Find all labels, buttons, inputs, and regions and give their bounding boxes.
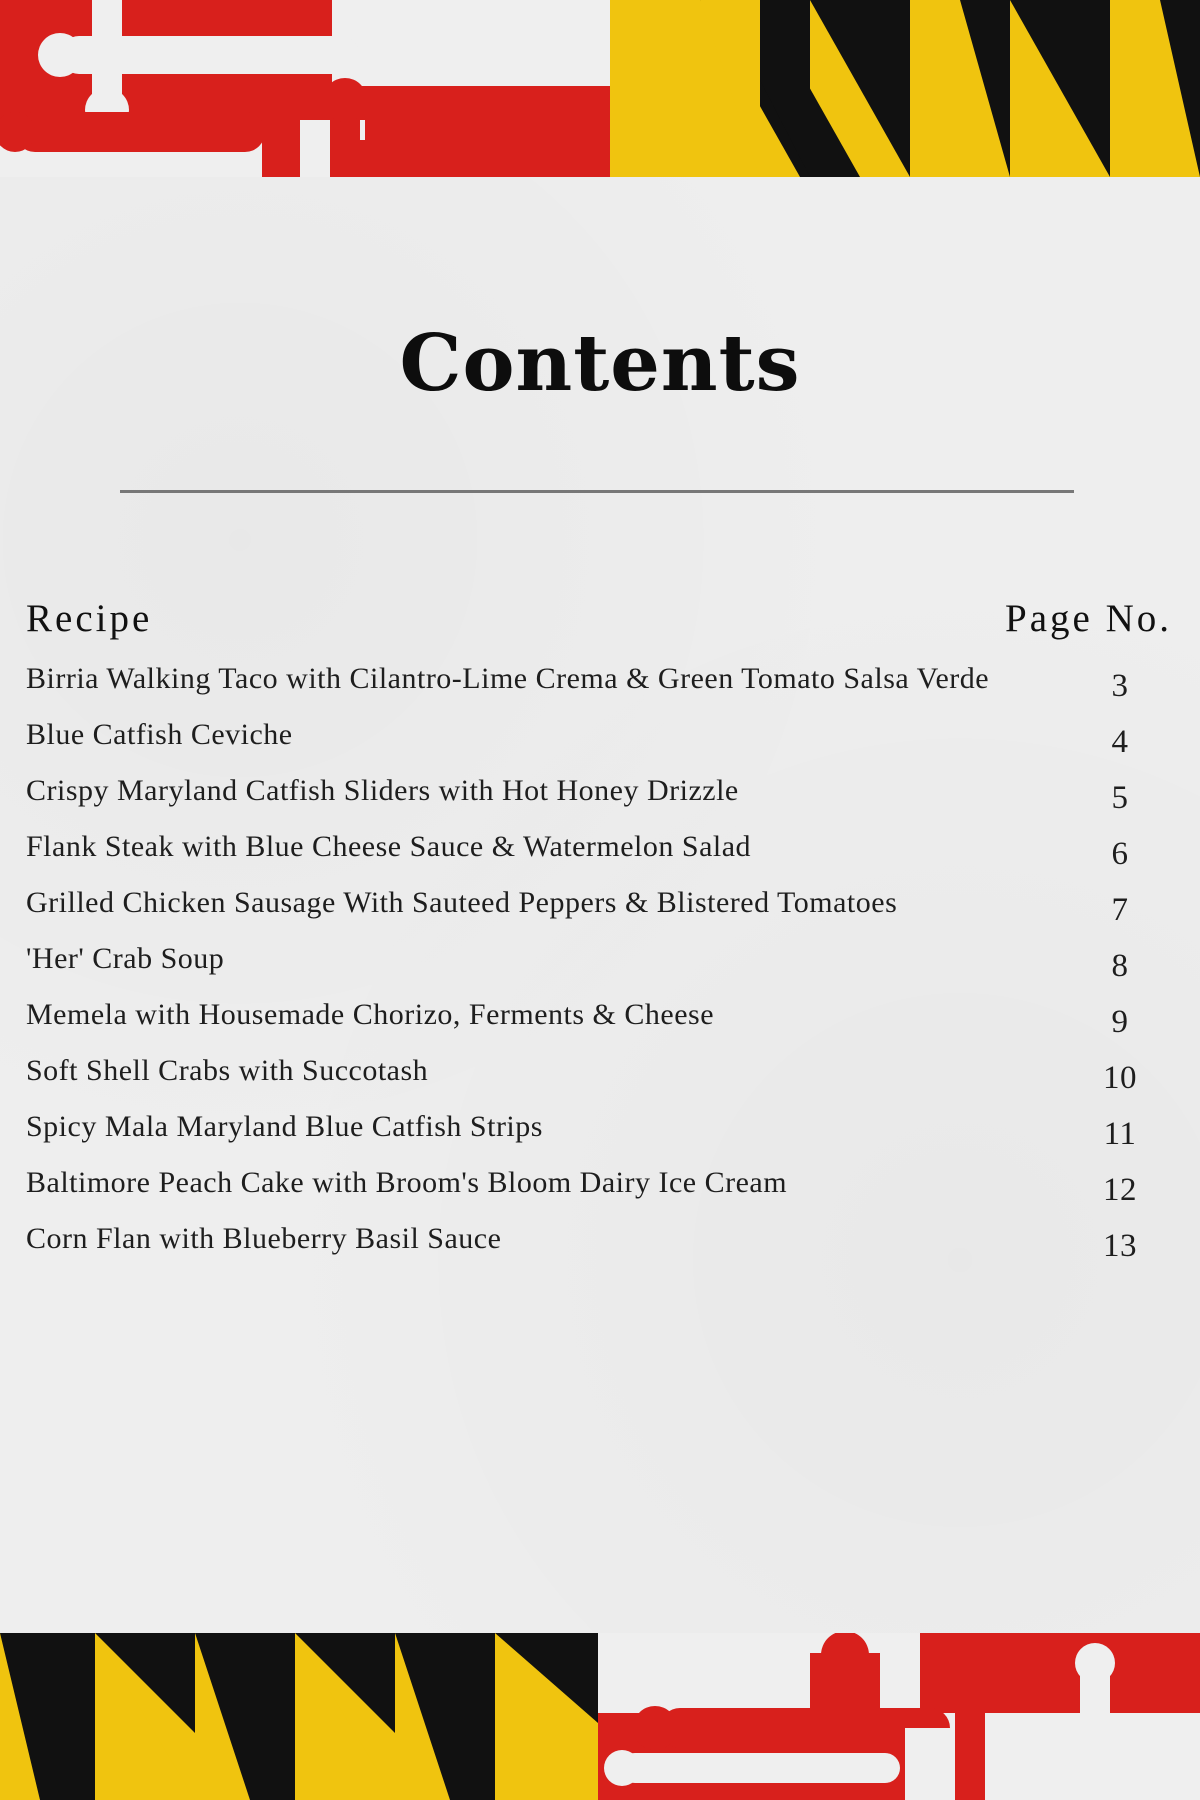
calvert-quarter-top (610, 0, 1200, 177)
page-number: 11 (1103, 1116, 1137, 1152)
page-number: 9 (1111, 1004, 1129, 1040)
recipe-name: Corn Flan with Blueberry Basil Sauce (26, 1222, 502, 1255)
contents-entry (26, 1166, 1150, 1222)
recipe-name: Baltimore Peach Cake with Broom's Bloom Dairy Ice Cream (26, 1166, 788, 1199)
recipe-name: Spicy Mala Maryland Blue Catfish Strips (26, 1110, 543, 1143)
contents-entry (26, 662, 1150, 718)
page-number: 7 (1111, 892, 1129, 928)
page-number: 12 (1103, 1172, 1137, 1208)
recipe-name: Blue Catfish Ceviche (26, 718, 293, 751)
crossland-quarter-bottom (598, 1633, 1200, 1800)
recipe-column-header: Recipe (26, 597, 153, 640)
page-column-header: Page No. (1005, 597, 1172, 640)
page-number: 10 (1103, 1060, 1137, 1096)
recipe-name: Flank Steak with Blue Cheese Sauce & Watermelon Salad (26, 830, 752, 863)
recipe-name: Crispy Maryland Catfish Sliders with Hot Honey Drizzle (26, 774, 739, 807)
contents-entry (26, 998, 1150, 1054)
contents-entry (26, 718, 1150, 774)
page-number: 5 (1111, 780, 1129, 816)
contents-entry (26, 942, 1150, 998)
recipe-name: Birria Walking Taco with Cilantro-Lime Crema & Green Tomato Salsa Verde (26, 662, 990, 695)
page-number: 8 (1111, 948, 1129, 984)
top-flag-banner (0, 0, 1200, 177)
page-number: 3 (1111, 668, 1129, 704)
recipe-name: 'Her' Crab Soup (26, 942, 225, 975)
recipe-name: Grilled Chicken Sausage With Sauteed Peppers & Blistered Tomatoes (26, 886, 898, 919)
contents-entry (26, 830, 1150, 886)
title-divider (120, 490, 1074, 493)
crossland-quarter-top (0, 0, 610, 177)
calvert-quarter-bottom (0, 1633, 598, 1800)
bottom-flag-banner (0, 1633, 1200, 1800)
contents-entry (26, 1222, 1150, 1278)
contents-entry (26, 1110, 1150, 1166)
page-number: 6 (1111, 836, 1129, 872)
contents-entry (26, 886, 1150, 942)
contents-entry (26, 1054, 1150, 1110)
page-title: Contents (399, 318, 801, 409)
recipe-name: Soft Shell Crabs with Succotash (26, 1054, 429, 1087)
recipe-name: Memela with Housemade Chorizo, Ferments & Cheese (26, 998, 715, 1031)
contents-entry (26, 774, 1150, 830)
page-number: 4 (1111, 724, 1129, 760)
contents-list (26, 662, 1150, 1278)
page-number: 13 (1103, 1228, 1137, 1264)
